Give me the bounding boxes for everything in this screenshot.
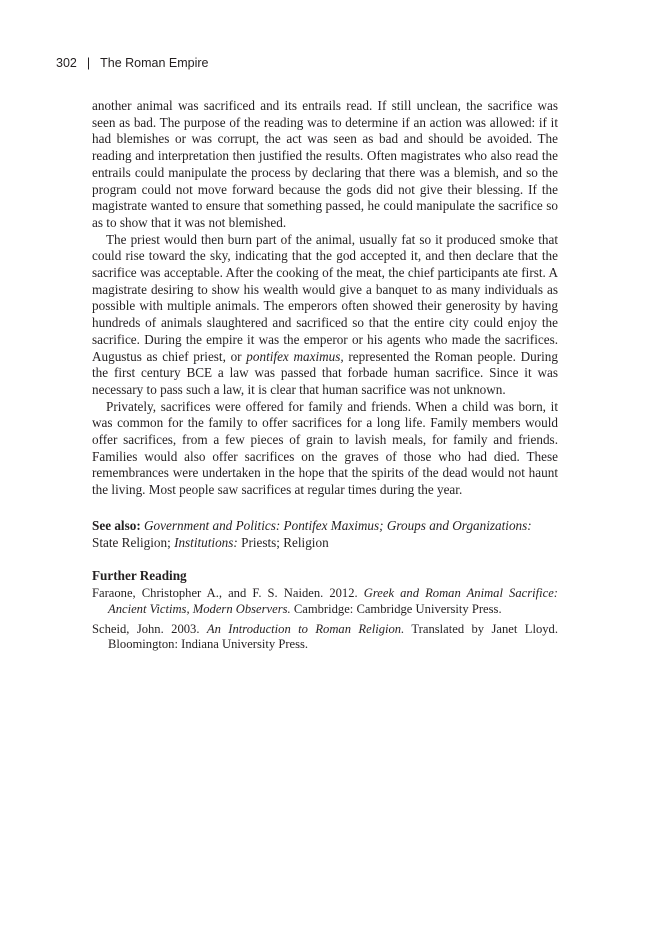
text-run: Scheid, John. 2003. <box>92 621 207 636</box>
bold-text: See also: <box>92 518 141 533</box>
paragraph <box>92 98 558 232</box>
paragraph <box>92 399 558 499</box>
page-number: 302 <box>56 56 77 70</box>
text-run: Translated by Janet Lloyd. Bloomington: Indiana University Press. <box>108 621 558 652</box>
text-run: represented the Roman people. During the first century BCE a law was passed that forbade human sacrifice. Since it was necessary to pass such a law, it is clear that human sacrifice was not unknown. <box>92 348 558 397</box>
text-run: Faraone, Christopher A., and F. S. Naiden. 2012. <box>92 586 364 600</box>
text-run: another animal was sacrificed and its entrails read. If still unclean, the sacrifice was seen as bad. The purpose of the reading was to determine if an action was allowed: if it had blemishes or was corrupt, the act was seen as bad and should be avoided. The reading and interpretation then justified the results. Often magistrates who also read the entrails could manipulate the process by declaring that there was a blemish, and so the program could not move forward because the gods did not give their blessing. If the magistrate wanted to ensure that something passed, he could manipulate the sacrifice so as to show that it was not blemished. <box>92 98 558 230</box>
header-separator: | <box>86 56 91 70</box>
text-run: The priest would then burn part of the animal, usually fat so it produced smoke that could rise toward the sky, indicating that the god accepted it, and then declare that the sacrifice was acceptable. After the cooking of the meat, the chief participants ate first. A magistrate desiring to show his wealth would give a banquet to as many individuals as possible with multiple animals. The emperors often showed their generosity by having hundreds of animals slaughtered and sacrificed so that the entire city could enjoy the sacrifice. During the empire it was the emperor or his agents who made the sacrifices. Augustus as chief priest, or <box>92 231 558 364</box>
text-run: Privately, sacrifices were offered for family and friends. When a child was born, it was common for the family to offer sacrifices for a long life. Family members would offer sacrifices, from a few pieces of grain to lavish meals, for family and friends. Families would also offer sacrifices on the graves of those who had died. These remembrances were undertaken in the hope that the spirits of the dead would not haunt the living. Most people saw sacrifices at regular times during the year. <box>92 398 558 498</box>
italic-text: pontifex maximus, <box>246 348 344 364</box>
book-title: The Roman Empire <box>100 56 209 70</box>
further-reading-heading: Further Reading <box>92 568 187 583</box>
italic-text: Greek and Roman Animal Sacrifice: Ancient Victims, Modern Observers. <box>108 586 558 616</box>
body-text <box>92 98 558 499</box>
reference-entry <box>92 586 558 618</box>
reference-list <box>92 586 558 657</box>
italic-text: Government and Politics: Pontifex Maximus; Groups and Organizations: <box>144 518 532 533</box>
text-run: Cambridge: Cambridge University Press. <box>290 601 502 616</box>
running-head <box>56 55 208 71</box>
text-run: Priests; Religion <box>237 534 329 550</box>
paragraph <box>92 232 558 399</box>
reference-entry <box>92 622 558 654</box>
text-run: State Religion; <box>92 534 175 550</box>
italic-text: Institutions: <box>174 534 238 550</box>
see-also <box>92 518 558 551</box>
italic-text: An Introduction to Roman Religion. <box>206 621 405 636</box>
